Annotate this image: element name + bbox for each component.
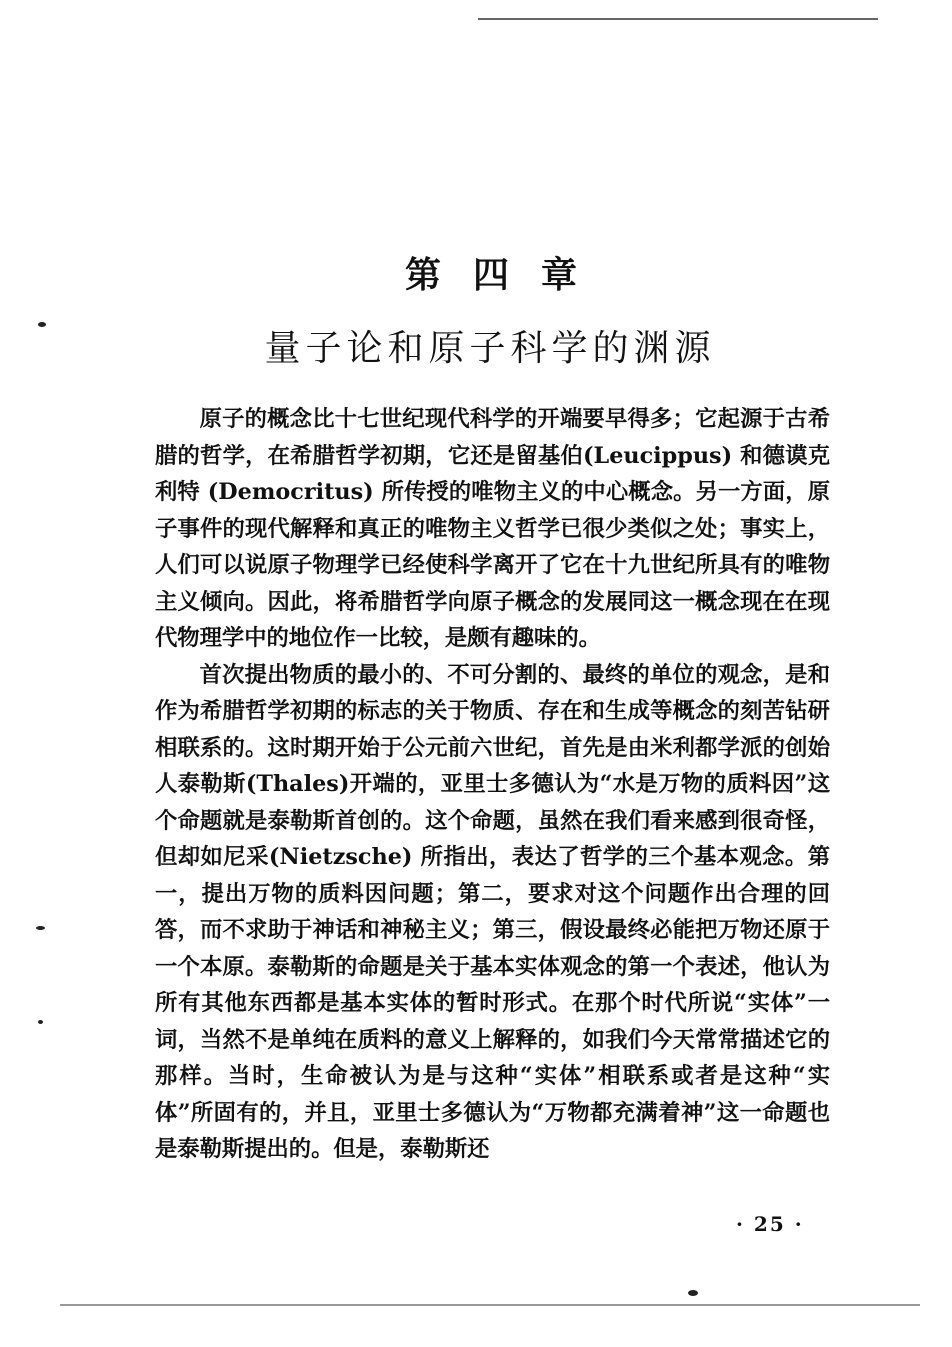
- page-number: · 25 ·: [736, 1212, 804, 1236]
- separator-1: 、: [515, 698, 538, 724]
- term-becoming: 生成: [605, 698, 651, 724]
- paragraph-2-part-1: 首次提出物质的最小的、不可分割的、最终的单位的观念，是和作为希腊哲学初期的标志的关于: [155, 661, 830, 724]
- chapter-number: 第四章: [404, 255, 609, 296]
- body-text: [155, 401, 830, 1168]
- term-matter: 物质: [470, 698, 516, 724]
- paragraph-1: 原子的概念比十七世纪现代科学的开端要早得多；它起源于古希腊的哲学，在希腊哲学初期，它还是留基伯(Leucippus) 和德谟克利特 (Democritus) 所传授的唯物主义的中心概念。另一方面，原子事件的现代解释和真正的唯物主义哲学已很少类似之处；事实上，人们可以说原子物理学已经使科学离开了它在十九世纪所具有的唯物主义倾向。因此，将希腊哲学向原子概念的发展同这一概念现在在现代物理学中的地位作一比较，是颇有趣味的。: [155, 406, 830, 651]
- scan-speck: [38, 1020, 43, 1024]
- separator-2: 和: [582, 698, 606, 724]
- scan-speck: [36, 926, 45, 930]
- paragraph-2: [155, 657, 830, 1168]
- term-being: 存在: [537, 698, 583, 724]
- scan-speck: [688, 1290, 698, 1296]
- chapter-title: 量子论和原子科学的渊源: [264, 328, 716, 369]
- scan-artifact-top-line: [478, 18, 878, 20]
- paragraph-2-part-2: 等概念的刻苦钻研相联系的。这时期开始于公元前六世纪，首先是由米利都学派的创始人泰勒斯(Thales)开端的，亚里士多德认为“水是万物的质料因”这个命题就是泰勒斯首创的。这个命题，虽然在我们看来感到很奇怪，但却如尼采(Nietzsche) 所指出，表达了哲学的三个基本观念。第一，提出万物的质料因问题；第二，要求对这个问题作出合理的回答，而不求助于神话和神秘主义；第三，假设最终必能把万物还原于一个本原。泰勒斯的命题是关于基本实体观念的第一个表述，他认为所有其他东西都是基本实体的暂时形式。在那个时代所说“实体”一词，当然不是单纯在质料的意义上解释的，如我们今天常常描述它的那样。当时，生命被认为是与这种“实体”相联系或者是这种“实体”所固有的，并且，亚里士多德认为“万物都充满着神”这一命题也是泰勒斯提出的。但是，泰勒斯还: [155, 698, 830, 1162]
- scan-artifact-bottom-line: [60, 1304, 920, 1306]
